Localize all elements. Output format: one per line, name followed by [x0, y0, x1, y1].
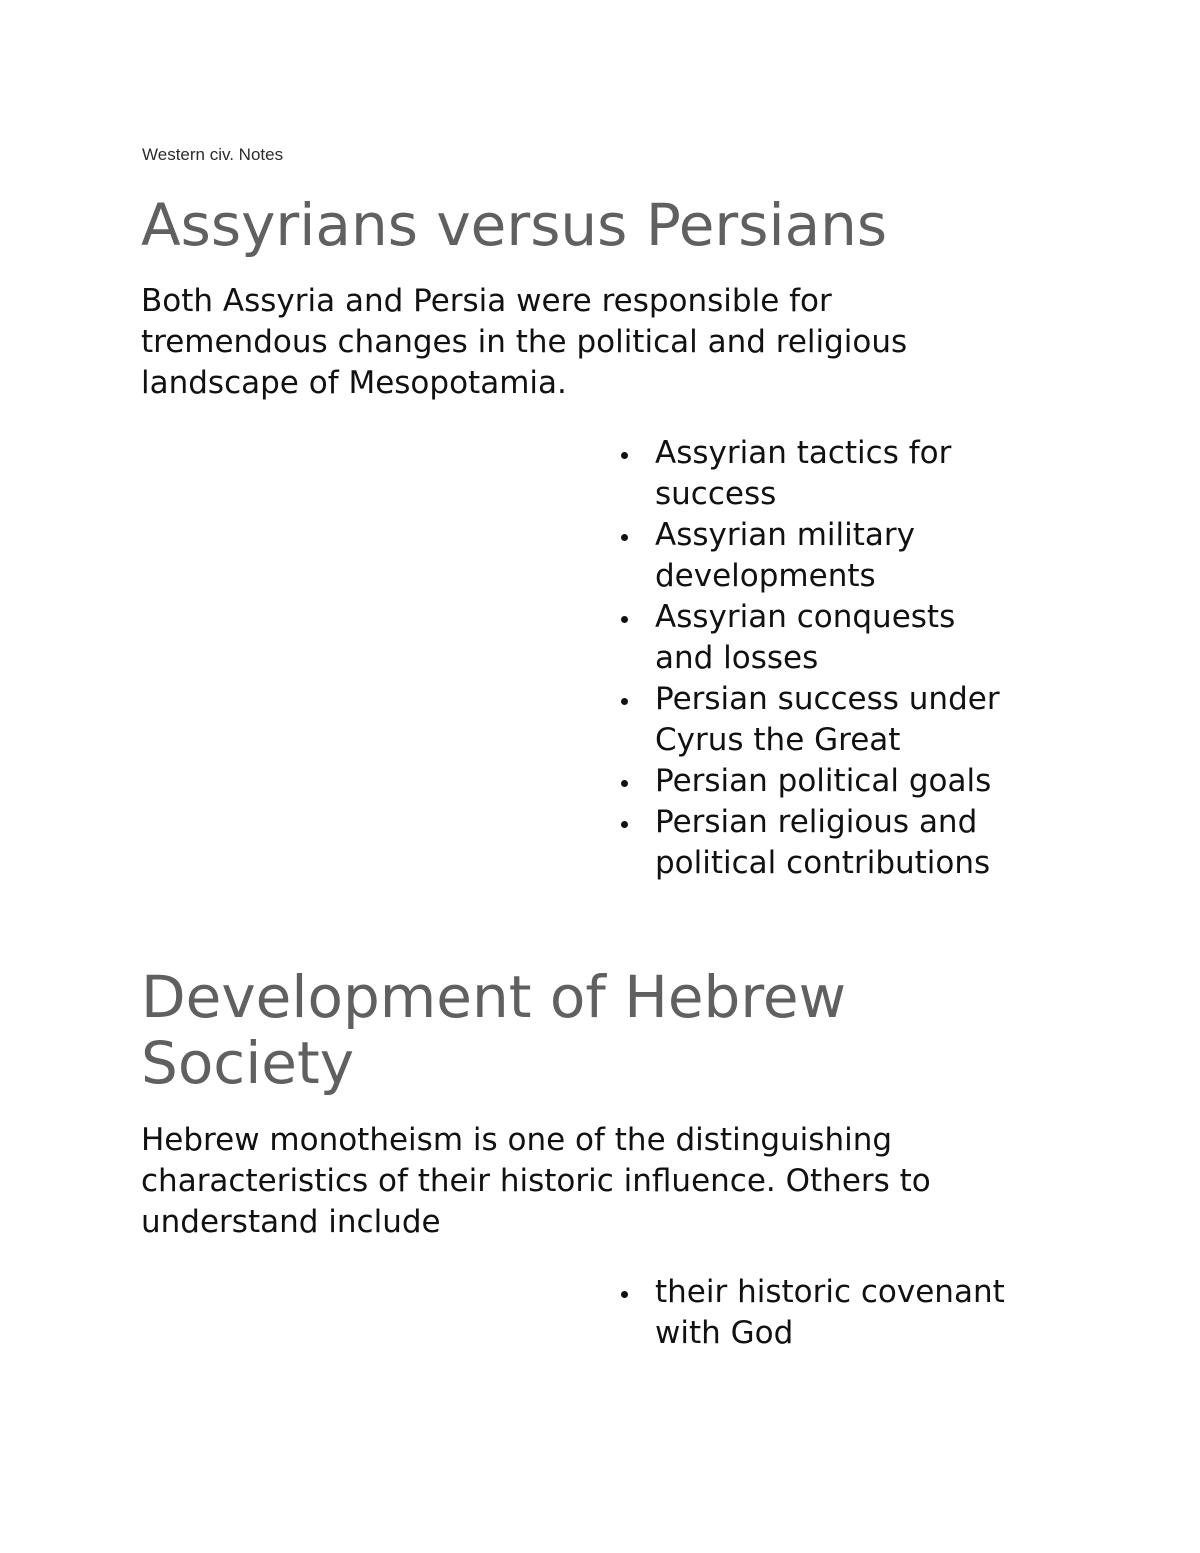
list-item: [655, 761, 1000, 802]
bullet-list-assyrians-persians: [655, 433, 1000, 884]
section-paragraph-assyrians-persians: [141, 281, 907, 404]
list-item-line: success: [655, 476, 777, 512]
bullet-list-hebrew-society: [655, 1272, 1005, 1354]
list-item-line: their historic covenant: [655, 1274, 1005, 1310]
list-item-line: Persian religious and: [655, 804, 978, 840]
list-item-line: Cyrus the Great: [655, 722, 901, 758]
paragraph-line: characteristics of their historic influence. Others to: [141, 1163, 931, 1199]
bullet-dot-icon: [621, 452, 628, 459]
list-item-line: and losses: [655, 640, 819, 676]
heading-line: Development of Hebrew: [141, 963, 847, 1031]
list-item-line: Assyrian tactics for: [655, 435, 952, 471]
bullet-dot-icon: [621, 698, 628, 705]
paragraph-line: landscape of Mesopotamia.: [141, 365, 567, 401]
list-item-line: Assyrian conquests: [655, 599, 956, 635]
bullet-dot-icon: [621, 616, 628, 623]
heading-line: Society: [141, 1029, 355, 1097]
list-item-line: developments: [655, 558, 876, 594]
bullet-dot-icon: [621, 780, 628, 787]
list-item: [655, 597, 1000, 679]
list-item-line: political contributions: [655, 845, 991, 881]
bullet-dot-icon: [621, 821, 628, 828]
section-heading-assyrians-persians: [141, 192, 887, 258]
bullet-dot-icon: [621, 534, 628, 541]
bullet-dot-icon: [621, 1291, 628, 1298]
paragraph-line: understand include: [141, 1204, 441, 1240]
section-paragraph-hebrew-society: [141, 1120, 931, 1243]
paragraph-line: Hebrew monotheism is one of the distinguishing: [141, 1122, 893, 1158]
header-note: Western civ. Notes: [142, 145, 284, 164]
list-item-line: with God: [655, 1315, 794, 1351]
list-item-line: Persian success under: [655, 681, 1000, 717]
section-heading-hebrew-society: [141, 964, 846, 1096]
paragraph-line: Both Assyria and Persia were responsible for: [141, 283, 832, 319]
list-item-line: Persian political goals: [655, 763, 992, 799]
list-item: [655, 1272, 1005, 1354]
list-item: [655, 515, 1000, 597]
heading-line: Assyrians versus Persians: [141, 191, 888, 259]
paragraph-line: tremendous changes in the political and religious: [141, 324, 908, 360]
list-item-line: Assyrian military: [655, 517, 915, 553]
list-item: [655, 679, 1000, 761]
list-item: [655, 433, 1000, 515]
list-item: [655, 802, 1000, 884]
